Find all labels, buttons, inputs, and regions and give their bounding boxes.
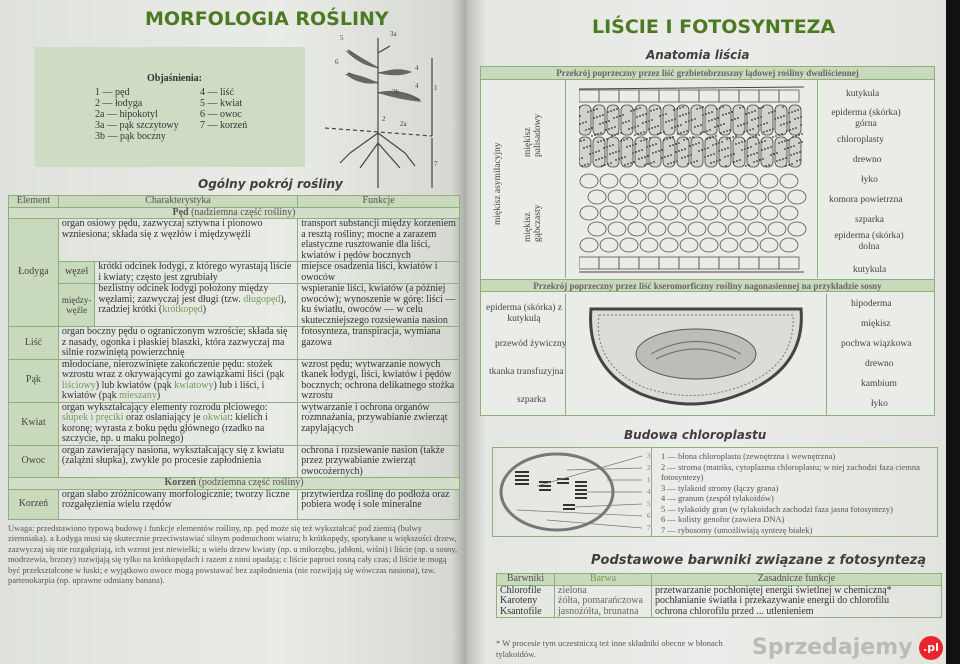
header-functions: Funkcje: [298, 196, 460, 208]
leaf-cell: [788, 190, 806, 204]
leaf-cell: [740, 238, 758, 252]
section2-header: Przekrój poprzeczny przez liść kseromorficzny rośliny nagonasiennej na przykładzie sosny: [481, 279, 934, 292]
chloroplast-number: 1: [647, 476, 651, 484]
leaf-cell: [608, 190, 626, 204]
leaf-cell: [580, 238, 598, 252]
table-row: węzeł krótki odcinek łodygi, z którego wyrastają liście i kwiaty; często jest zgrubiały miejsce osadzenia liści, kwiatów i owoców: [9, 262, 460, 284]
plant-label: 2a: [400, 120, 407, 128]
table-row: Kwiat organ wykształcający elementy rozrodu płciowego: słupek i pręciki oraz osłaniający je okwiat: kielich i koronę; wyrasta z boku pędu głównego (rzadko na szczycie, np. u maku polnego) wytwarzanie i ochrona organów rozmnażania, przywabianie zwierząt zapylających: [9, 402, 460, 445]
leaf-cell: [620, 174, 638, 188]
leaf-cell: [649, 105, 661, 135]
pigments-table: [496, 573, 942, 618]
footnote: Uwaga: przedstawiono typową budowę i funkcje elementów rośliny, np. pęd może się też wykształcać pod ziemią (bulwy ziemniaka). a Łodyga musi się skutecznie przeciwstawiać silnym podmuchom wiatru; b krótkopędy, spotykane u większości drzew, zazwyczaj się nie rozgałęziają, ich wzrost jest niewielki; u wielu drzew kwiaty (np. u miłorzębu, jabłoni, wiśni) i liście (np. u sosny, modrzewia, brzozy) rozwijają się tylko na krótkopędach i razem z nimi opadają; c liście paproci rosną cały czas; d liście te mogą być przekształcone w łuski; e wyjątkowo owoce mogą powstawać bez zapłodnienia (nie rozwijają się wówczas nasiona), tzw. partenokarpia (np. uprawne odmiany banana).: [8, 522, 458, 585]
leaf-cell: [579, 257, 599, 269]
leaf-cell: [728, 222, 746, 236]
legend-item: 4 — granum (zespół tylakoidów): [661, 493, 774, 503]
plant-label: 5: [340, 34, 344, 42]
leaf-cell: [607, 137, 619, 167]
legend-box: [35, 47, 305, 167]
leaf-cell: [708, 222, 726, 236]
leaf-cell: [648, 222, 666, 236]
leaf-cell: [663, 105, 675, 135]
leaf-anatomy-box: [480, 66, 935, 416]
leaf-cell: [748, 222, 766, 236]
header-characteristics: Charakterystyka: [58, 196, 297, 208]
leaf-cell: [663, 137, 675, 167]
leaf-cell: [760, 174, 778, 188]
label: szparka: [517, 395, 547, 405]
leaf-cell: [768, 222, 786, 236]
leaf-cell: [700, 206, 718, 220]
leaf-cell: [761, 137, 773, 167]
leaf-cell: [600, 238, 618, 252]
table-title: Ogólny pokrój rośliny: [198, 177, 343, 191]
pigments-footnote: * W procesie tym uczestniczą też inne składniki obecne w błonach tylakoidów.: [496, 638, 723, 659]
chloroplast-number: 4: [647, 488, 651, 496]
leaf-cell: [677, 137, 689, 167]
plant-label: 6: [335, 58, 339, 66]
leaf-cell: [608, 222, 626, 236]
leaf-cell: [599, 90, 619, 102]
watermark: Sprzedajemy: [752, 635, 913, 660]
leaf-cell: [660, 174, 678, 188]
leaf-cell: [740, 206, 758, 220]
leaf-cell: [688, 222, 706, 236]
chloroplast-box: [492, 447, 938, 537]
legend-item: 3b — pąk boczny: [95, 131, 166, 142]
legend-item: 1 — błona chloroplastu (zewnętrzna i wewnętrzna): [661, 451, 836, 461]
section1-header: Przekrój poprzeczny przez liść grzbietobrzuszny lądowej rośliny dwuliściennej: [481, 67, 934, 80]
leaf-cell: [719, 137, 731, 167]
label: szparka: [855, 215, 885, 225]
legend-item: 5 — tylakoidy gran (w tylakoidach zachodzi faza jasna fotosyntezy): [661, 503, 894, 514]
leaf-cell: [640, 206, 658, 220]
leaf-cell: [579, 105, 591, 135]
leaf-cell: [619, 90, 639, 102]
label-mesophyll: miękisz asymilacyjny: [493, 142, 503, 225]
label: drewno: [853, 155, 882, 165]
leaf-cell: [660, 238, 678, 252]
leaf-cell: [599, 257, 619, 269]
leaf-cell: [639, 257, 659, 269]
section-korzen: Korzeń (podziemna część rośliny): [9, 478, 460, 490]
leaf-cell: [620, 238, 638, 252]
chloroplast-number: 3: [647, 452, 651, 460]
background-edge: [946, 0, 960, 664]
table-row: Łodyga organ osiowy pędu, zazwyczaj sztywna i pionowo wzniesiona; składa się z węzłów i międzywęźli transport substancji między korzeniem a resztą rośliny; mocne a zarazem elastyczne rusztowanie dla liści, kwiatów i pędów bocznych: [9, 219, 460, 262]
leaf-cell: [719, 257, 739, 269]
chloroplast-number: 5: [647, 500, 651, 508]
anatomy-title: Anatomia liścia: [646, 48, 750, 62]
leaf-cell: [740, 174, 758, 188]
leaf-cell: [628, 190, 646, 204]
label: komora powietrzna: [829, 195, 903, 205]
leaf-cell: [728, 190, 746, 204]
header-element: Element: [9, 196, 59, 208]
right-page: [466, 0, 946, 664]
leaf-cell: [700, 238, 718, 252]
label: kutykula: [846, 89, 880, 99]
legend-item: 7 — korzeń: [200, 120, 248, 131]
leaf-cell: [775, 105, 787, 135]
leaf-cell: [679, 90, 699, 102]
leaf-cell: [760, 206, 778, 220]
plant-label: 7: [434, 160, 438, 168]
label-spongy: miękisz gąbczasty: [523, 204, 543, 242]
plant-label: 4: [415, 82, 419, 90]
leaf-cell: [747, 105, 759, 135]
leaf-cell: [688, 190, 706, 204]
leaf-cell: [593, 105, 605, 135]
leaf-cell: [733, 137, 745, 167]
leaf-cell: [747, 137, 759, 167]
leaf-cell: [600, 174, 618, 188]
plant-label: 4: [415, 64, 419, 72]
chloroplast-number: 2: [647, 464, 651, 472]
chloroplast-title: Budowa chloroplastu: [624, 428, 767, 442]
leaf-cell: [580, 174, 598, 188]
label: łyko: [871, 399, 888, 409]
leaf-cell: [699, 257, 719, 269]
header-color: Barwa: [555, 574, 652, 586]
leaf-cell: [780, 174, 798, 188]
legend-item: 6 — kolisty genofor (zawiera DNA): [661, 514, 785, 524]
plant-label: 3b: [392, 88, 399, 96]
table-row: Liść organ boczny pędu o ograniczonym wzroście; składa się z nasady, ogonka i płaskiej blaszki, która zazwyczaj ma silnie rozwiniętą powierzchnię fotosynteza, transpiracja, wymiana gazowa: [9, 327, 460, 360]
leaf-cell: [620, 206, 638, 220]
leaf-cell: [748, 190, 766, 204]
pine-leaf-cross-section-drawing: [581, 299, 821, 409]
leaf-cell: [588, 222, 606, 236]
leaf-cell: [628, 222, 646, 236]
leaf-cell: [680, 174, 698, 188]
left-page: [0, 0, 466, 664]
label: pochwa wiązkowa: [841, 339, 912, 349]
label: hipoderma: [851, 299, 892, 309]
legend-item: 3 — tylakoid stromy (łączy grana): [661, 482, 779, 493]
pigments-title: Podstawowe barwniki związane z fotosyntezą: [591, 553, 927, 568]
legend-item: 1 — pęd: [95, 87, 130, 98]
leaf-cell: [680, 238, 698, 252]
label: drewno: [865, 359, 894, 369]
legend-item: 3a — pąk szczytowy: [95, 120, 179, 131]
legend-item: 4 — liść: [200, 87, 234, 98]
plant-label: 3a: [390, 30, 397, 38]
label: miękisz: [861, 319, 891, 329]
label: kutykula: [853, 265, 887, 275]
leaf-cell: [759, 257, 779, 269]
leaf-cell: [759, 90, 779, 102]
table-row: między-węźle bezlistny odcinek łodygi położony między węzłami; zazwyczaj jest długi (tzw. długopęd), rzadziej krótki (krótkopęd) wspieranie liści, kwiatów (a później owoców); wynoszenie w górę: liści — ku światłu, owoców — w celu skuteczniejszego rozsiewania nasion: [9, 284, 460, 327]
watermark-badge: .pl: [919, 636, 943, 660]
leaf-cell: [708, 190, 726, 204]
leaf-cell: [768, 190, 786, 204]
table-row: Pąk młodociane, nierozwinięte zakończenie pędu: stożek wzrostu wraz z okrywającymi go zawiązkami liści (pąk liściowy) lub kwiatów (pąk kwiatowy) lub i liści, i kwiatów (pąk mieszany) wzrost pędu; wytwarzanie nowych tkanek łodygi, liści, kwiatów i pędów bocznych; ochrona delikatnego stożka wzrostu: [9, 359, 460, 402]
label: przewód żywiczny: [495, 339, 567, 349]
legend-item: 6 — owoc: [200, 109, 242, 120]
plant-label: 2: [382, 115, 386, 123]
leaf-cell: [639, 90, 659, 102]
leaf-cell: [640, 238, 658, 252]
leaf-cell: [660, 206, 678, 220]
plant-label: 1: [434, 84, 438, 92]
chloroplast-drawing: [497, 450, 667, 534]
table-and-footnote: [8, 195, 460, 586]
section-ped: Pęd (nadziemna część rośliny): [9, 207, 460, 219]
legend-item: 7 — rybosomy (umożliwiają syntezę białek): [661, 524, 813, 535]
table-row: Owoc organ zawierający nasiona, wykształcający się z kwiatu (zalążni słupka), zwykle po procesie zapłodnienia ochrona i rozsiewanie nasion (także przez przywabianie zwierząt owocożernych): [9, 445, 460, 478]
leaf-cell: [739, 90, 759, 102]
label: kambium: [861, 379, 897, 389]
header-pigments: Barwniki: [497, 574, 555, 586]
table-row: Chlorofile Karoteny Ksantofile zielona żółta, pomarańczowa jasnożółta, brunatna przetwarzanie pochłoniętej energii świetlnej w chemiczną* pochłanianie światła i przekazywanie energii do chlorofilu ochrona chlorofilu przed ... utlenieniem: [497, 585, 942, 618]
leaf-cell: [720, 206, 738, 220]
leaf-cell: [600, 206, 618, 220]
leaf-cell: [700, 174, 718, 188]
leaf-cell: [668, 222, 686, 236]
leaf-cell: [680, 206, 698, 220]
leaf-cell: [699, 90, 719, 102]
legend-item: 2 — łodyga: [95, 98, 143, 109]
leaf-cell: [719, 105, 731, 135]
leaf-cell: [619, 257, 639, 269]
table-row: Korzeń organ słabo zróżnicowany morfologicznie; tworzy liczne rozgałęzienia wielu rzędów przytwierdza roślinę do podłoża oraz pobiera wodę i sole mineralne: [9, 489, 460, 519]
label: łyko: [861, 175, 878, 185]
leaf-cell: [579, 87, 804, 89]
legend-item: 2a — hipokotyl: [95, 109, 158, 120]
leaf-cell: [789, 105, 801, 135]
leaf-cell: [733, 105, 745, 135]
leaf-cell: [780, 238, 798, 252]
label: epiderma (skórka) z kutykulą: [486, 303, 562, 324]
leaf-cell: [779, 90, 799, 102]
leaf-cell: [679, 257, 699, 269]
leaf-cell: [593, 137, 605, 167]
label: epiderma (skórka) górna: [831, 108, 901, 129]
leaf-cell: [579, 90, 599, 102]
legend-heading: Objaśnienia:: [147, 73, 203, 84]
leaf-cell: [588, 190, 606, 204]
leaf-cell: [720, 174, 738, 188]
legend-item: 2 — stroma (matriks, cytoplazma chloroplastu; w niej zachodzi faza ciemna fotosyntezy): [661, 461, 920, 482]
leaf-cell: [739, 257, 759, 269]
header-functions: Zasadnicze funkcje: [652, 574, 942, 586]
leaf-cell: [668, 190, 686, 204]
leaf-cell: [780, 206, 798, 220]
chloroplast-legend: [661, 451, 936, 535]
chloroplast-number: 7: [647, 524, 651, 532]
leaf-cell: [779, 257, 799, 269]
label-palisade: miękisz palisadowy: [523, 113, 543, 157]
leaf-cell: [788, 222, 806, 236]
leaf-cell: [760, 238, 778, 252]
plant-diagram: [320, 28, 440, 193]
plant-morphology-table: [8, 195, 460, 520]
label: tkanka transfuzyjna: [489, 367, 564, 377]
leaf-cell: [580, 206, 598, 220]
leaf-cross-section-drawing: [579, 85, 809, 275]
chloroplast-number: 6: [647, 512, 651, 520]
leaf-cell: [659, 90, 679, 102]
leaf-cell: [659, 257, 679, 269]
page-title: MORFOLOGIA ROŚLINY: [145, 8, 389, 30]
legend-item: 5 — kwiat: [200, 98, 243, 109]
leaf-cell: [640, 174, 658, 188]
leaf-cell: [719, 90, 739, 102]
page-title: LIŚCIE I FOTOSYNTEZA: [592, 16, 836, 38]
label: chloroplasty: [837, 135, 884, 145]
label: epiderma (skórka) dolna: [834, 231, 904, 252]
leaf-cell: [621, 105, 633, 135]
leaf-cell: [720, 238, 738, 252]
leaf-cell: [648, 190, 666, 204]
leaf-cell: [691, 137, 703, 167]
